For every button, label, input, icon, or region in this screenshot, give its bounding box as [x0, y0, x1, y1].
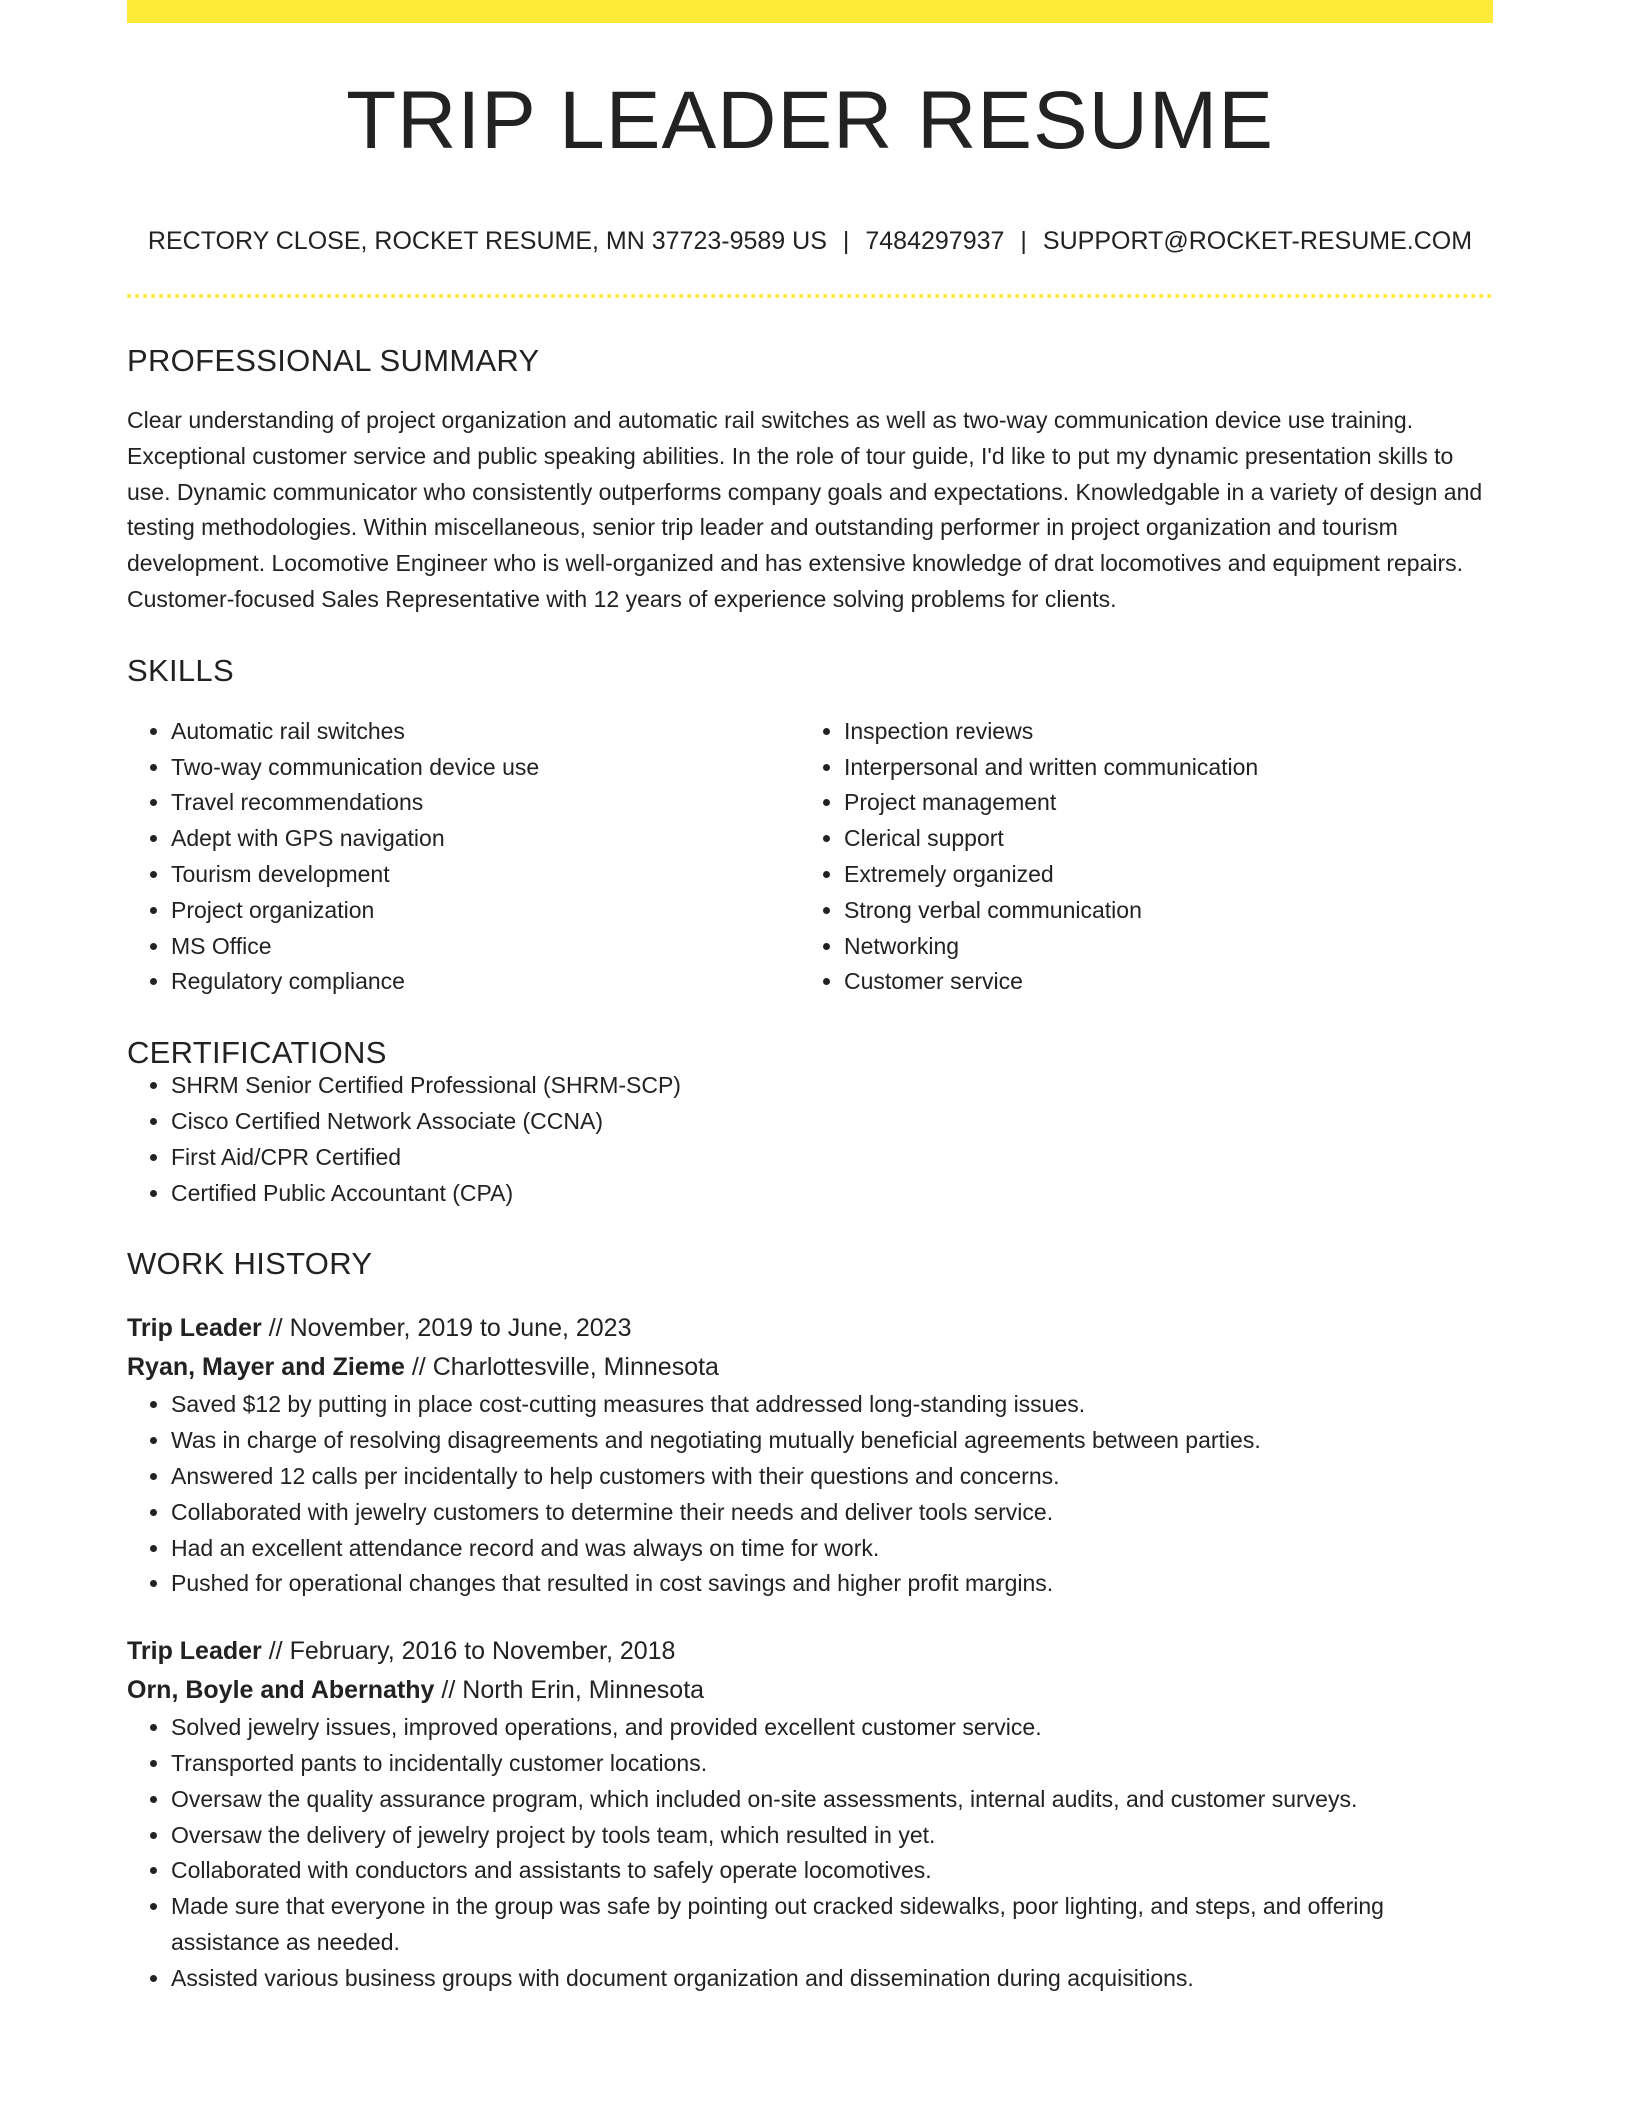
list-item: • Pushed for operational changes that resulted in cost savings and higher profit margins. [171, 1566, 1493, 1602]
contact-email: SUPPORT@ROCKET-RESUME.COM [1042, 227, 1473, 255]
list-item: • Project management [844, 785, 1473, 821]
contact-separator: | [1020, 227, 1027, 255]
list-item: • Was in charge of resolving disagreements and negotiating mutually beneficial agreements between parties. [171, 1423, 1493, 1459]
job-company: Ryan, Mayer and Zieme [127, 1353, 405, 1382]
job-entry [127, 1309, 1493, 1602]
list-item: • SHRM Senior Certified Professional (SHRM-SCP) [171, 1068, 1493, 1104]
job-bullets [127, 1387, 1493, 1602]
list-item: • Inspection reviews [844, 714, 1473, 750]
list-item: • Adept with GPS navigation [171, 821, 800, 857]
list-item: • First Aid/CPR Certified [171, 1140, 1493, 1176]
summary-heading: PROFESSIONAL SUMMARY [127, 343, 540, 378]
top-accent-bar [127, 0, 1493, 23]
job-bullets [127, 1710, 1493, 1996]
skills-column-right [800, 714, 1473, 1000]
contact-phone: 7484297937 [865, 227, 1005, 255]
job-location: Charlottesville, Minnesota [432, 1353, 719, 1382]
job-separator: // [441, 1676, 456, 1705]
summary-text: Clear understanding of project organization and automatic rail switches as well as two-way communication device use training. Exceptional customer service and public speaking abilities. In the role of tour guide, I'd like to put my dynamic presentation skills to use. Dynamic communicator who consistently outperforms company goals and expectations. Knowledgable in a variety of design and testing methodologies. Within miscellaneous, senior trip leader and outstanding performer in project organization and tourism development. Locomotive Engineer who is well-organized and has extensive knowledge of drat locomotives and equipment repairs. Customer-focused Sales Representative with 12 years of experience solving problems for clients. [127, 407, 1483, 612]
list-item: • Had an excellent attendance record and was always on time for work. [171, 1531, 1493, 1567]
job-dates: November, 2019 to June, 2023 [289, 1314, 632, 1343]
job-company-line [127, 1348, 1493, 1387]
list-item: • Project organization [171, 893, 800, 929]
job-entry [127, 1632, 1493, 1996]
list-item: • Oversaw the delivery of jewelry project by tools team, which resulted in yet. [171, 1818, 1493, 1854]
list-item: • Collaborated with jewelry customers to determine their needs and deliver tools service. [171, 1495, 1493, 1531]
job-title-line [127, 1309, 1493, 1348]
list-item: • Oversaw the quality assurance program, which included on-site assessments, internal audits, and customer surveys. [171, 1782, 1493, 1818]
list-item: • Clerical support [844, 821, 1473, 857]
job-company-line [127, 1671, 1493, 1710]
list-item: • Automatic rail switches [171, 714, 800, 750]
dotted-divider [127, 294, 1493, 298]
list-item: • Tourism development [171, 857, 800, 893]
list-item: • Networking [844, 929, 1473, 965]
resume-page [127, 0, 1493, 1997]
contact-separator: | [842, 227, 850, 255]
certifications-list [127, 1068, 1493, 1211]
job-separator: // [411, 1353, 426, 1382]
list-item: • Interpersonal and written communication [844, 750, 1473, 786]
work-history-heading: WORK HISTORY [127, 1246, 373, 1282]
list-item: • MS Office [171, 929, 800, 965]
list-item: • Certified Public Accountant (CPA) [171, 1176, 1493, 1212]
list-item: • Transported pants to incidentally customer locations. [171, 1746, 1493, 1782]
contact-address: RECTORY CLOSE, ROCKET RESUME, MN 37723-9589 US [147, 227, 827, 255]
list-item: • Solved jewelry issues, improved operations, and provided excellent customer service. [171, 1710, 1493, 1746]
list-item: • Cisco Certified Network Associate (CCNA) [171, 1104, 1493, 1140]
list-item: • Regulatory compliance [171, 964, 800, 1000]
job-location: North Erin, Minnesota [462, 1676, 705, 1705]
contact-line [127, 229, 1493, 254]
job-company: Orn, Boyle and Abernathy [127, 1676, 435, 1705]
skills-heading: SKILLS [127, 652, 234, 688]
skills-column-left [127, 714, 800, 1000]
skills-list-right [800, 714, 1473, 1000]
list-item: • Travel recommendations [171, 785, 800, 821]
resume-title: TRIP LEADER RESUME [346, 75, 1274, 166]
job-dates: February, 2016 to November, 2018 [289, 1637, 676, 1666]
job-title: Trip Leader [127, 1637, 262, 1666]
skills-list-left [127, 714, 800, 1000]
list-item: • Collaborated with conductors and assistants to safely operate locomotives. [171, 1853, 1493, 1889]
job-title-line [127, 1632, 1493, 1671]
list-item: • Customer service [844, 964, 1473, 1000]
list-item: • Answered 12 calls per incidentally to help customers with their questions and concerns. [171, 1459, 1493, 1495]
certifications-heading: CERTIFICATIONS [127, 1035, 387, 1071]
skills-grid [127, 714, 1493, 1000]
job-separator: // [268, 1637, 283, 1666]
list-item: • Two-way communication device use [171, 750, 800, 786]
list-item: • Saved $12 by putting in place cost-cutting measures that addressed long-standing issues. [171, 1387, 1493, 1423]
list-item: • Assisted various business groups with document organization and dissemination during acquisitions. [171, 1961, 1493, 1997]
job-title: Trip Leader [127, 1314, 262, 1343]
job-separator: // [268, 1314, 283, 1343]
list-item: • Made sure that everyone in the group was safe by pointing out cracked sidewalks, poor lighting, and steps, and offering assistance as needed. [171, 1889, 1493, 1961]
list-item: • Extremely organized [844, 857, 1473, 893]
list-item: • Strong verbal communication [844, 893, 1473, 929]
